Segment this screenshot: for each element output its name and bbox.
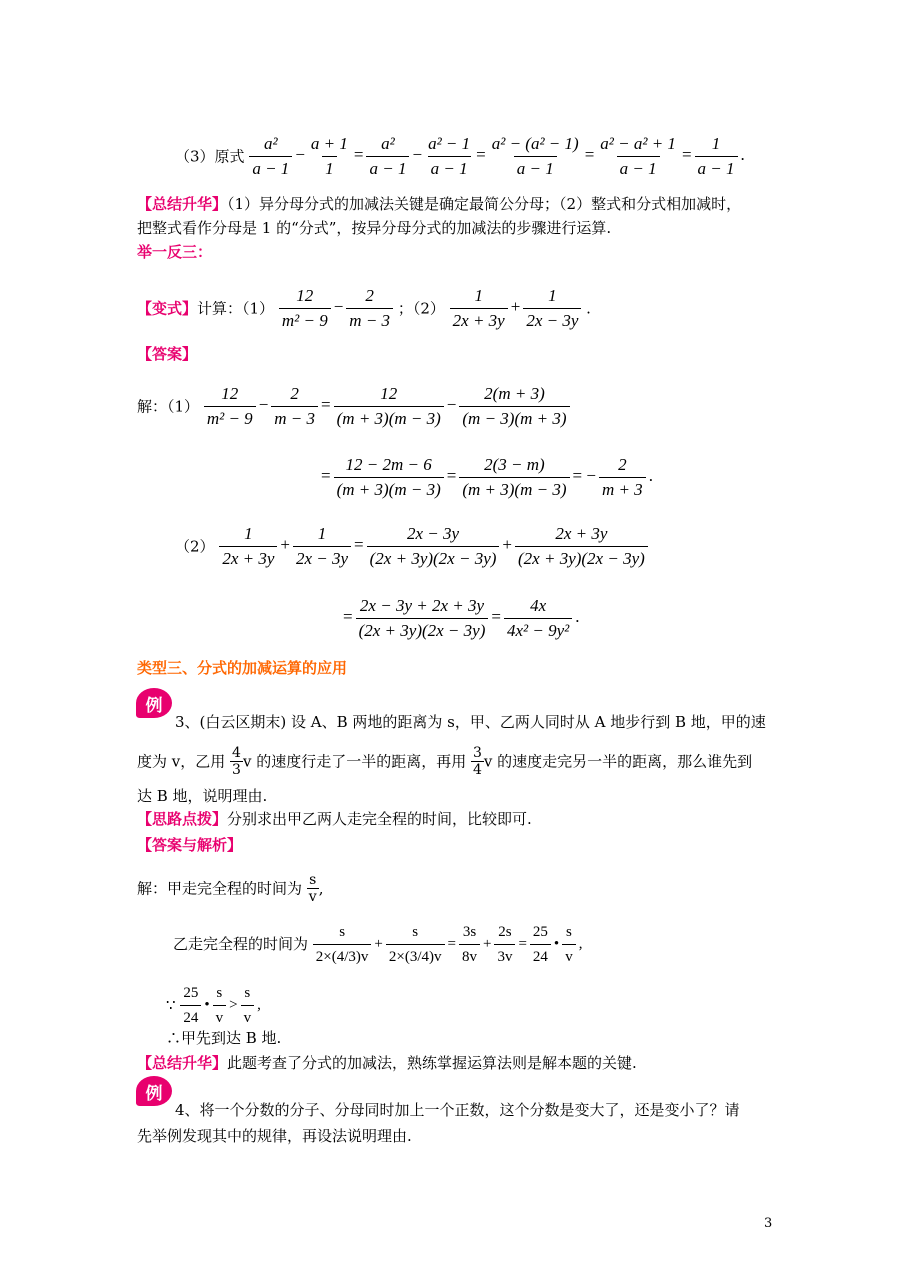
summary2-text: 此题考查了分式的加减法，熟练掌握运算法则是解本题的关键. — [227, 1054, 637, 1072]
math-fraction — [489, 134, 582, 179]
solve-comma: , — [318, 879, 324, 898]
solve-jia: 解：甲走完全程的时间为 — [137, 879, 303, 898]
fraction-numerator: 1 — [711, 134, 721, 153]
math-operator: . — [648, 466, 653, 486]
math-operator: − — [333, 297, 344, 317]
page-number: 3 — [764, 1216, 773, 1231]
solution1-expr1 — [204, 384, 570, 428]
math-operator: = — [447, 935, 456, 952]
math-fraction — [356, 596, 489, 641]
fraction-denominator: (m + 3)(m − 3) — [459, 477, 569, 500]
summary2-line — [137, 1053, 637, 1073]
fraction-numerator: 25 — [183, 985, 199, 1001]
fraction-numerator: a² — [381, 134, 395, 153]
example4-line1: 4、将一个分数的分子、分母同时加上一个正数，这个分数是变大了，还是变小了？请 — [175, 1101, 740, 1119]
math-fraction — [293, 524, 351, 569]
hint-text: 分别求出甲乙两人走完全程的时间，比较即可. — [227, 810, 532, 828]
fraction-numerator: a² − 1 — [428, 134, 471, 153]
fraction-denominator: (m + 3)(m − 3) — [334, 477, 444, 500]
jia-time-fraction: $\frac{s}{v}$ — [308, 872, 317, 905]
math-fraction — [523, 286, 581, 331]
solution1-row1 — [137, 384, 570, 429]
fraction-numerator: a + 1 — [310, 134, 348, 153]
fraction-numerator: 12 — [380, 384, 398, 403]
answer-tag: 【答案】 — [137, 345, 198, 363]
solution2-prefix: （2） — [175, 537, 215, 556]
math-fraction — [597, 134, 679, 179]
math-fraction — [204, 384, 256, 429]
fraction-numerator: 2x + 3y — [555, 524, 608, 543]
variant-q1 — [279, 286, 393, 330]
math-fraction — [366, 134, 409, 179]
speed-fraction-four-thirds: $\frac{4}{3}$ — [232, 745, 241, 778]
math-operator: , — [257, 996, 261, 1013]
solve-yi-line — [173, 922, 585, 967]
fraction-denominator: (2x + 3y)(2x − 3y) — [367, 546, 500, 569]
fraction-numerator: 3s — [462, 924, 477, 940]
fraction-denominator: v — [213, 1005, 227, 1028]
math-fraction — [279, 286, 331, 331]
math-fraction — [562, 922, 576, 967]
example3-line2 — [137, 745, 752, 778]
example-badge-icon: 例 — [136, 688, 172, 718]
fraction-denominator: 3v — [494, 944, 515, 967]
fraction-denominator: v — [241, 1005, 255, 1028]
fraction-numerator: 2x − 3y + 2x + 3y — [359, 596, 485, 615]
math-fraction — [241, 983, 255, 1028]
math-fraction — [213, 983, 227, 1028]
fraction-numerator: 2 — [290, 384, 299, 403]
math-operator: , — [578, 935, 583, 952]
part3-expression — [249, 134, 747, 178]
because-symbol: ∵ — [166, 995, 176, 1014]
fraction-numerator: 12 — [296, 286, 314, 305]
fraction-denominator: m + 3 — [599, 477, 646, 500]
fraction-denominator: v — [562, 944, 576, 967]
variant-text: 计算：（1） — [197, 299, 275, 318]
math-fraction — [459, 384, 569, 429]
fraction-denominator: m² − 9 — [204, 406, 256, 429]
math-operator: − — [446, 395, 457, 415]
fraction-denominator: (2x + 3y)(2x − 3y) — [356, 618, 489, 641]
hint-tag: 【思路点拨】 — [137, 810, 228, 828]
math-operator: = — [491, 607, 501, 627]
fraction-numerator: a² — [264, 134, 278, 153]
fraction-numerator: s — [566, 924, 572, 940]
math-operator: + — [482, 935, 492, 952]
math-operator: = — [321, 466, 331, 486]
math-fraction — [386, 922, 445, 967]
math-operator: = — [681, 145, 692, 165]
part3-line — [175, 134, 748, 179]
fraction-numerator: 2 — [618, 455, 627, 474]
fraction-denominator: m − 3 — [271, 406, 318, 429]
example4-line2: 先举例发现其中的规律，再设法说明理由. — [137, 1127, 412, 1145]
math-operator: − — [258, 395, 269, 415]
fraction-denominator: 8v — [459, 944, 480, 967]
fraction-numerator: a² − (a² − 1) — [491, 134, 579, 153]
summary1-line1 — [137, 194, 741, 214]
fraction-denominator: 24 — [530, 944, 551, 967]
solution2-row2 — [340, 596, 582, 641]
math-fraction — [334, 455, 444, 500]
fraction-numerator: s — [244, 985, 251, 1001]
math-fraction — [180, 983, 201, 1028]
hint-line — [137, 809, 532, 829]
fraction-denominator: 1 — [322, 156, 337, 179]
variant-line — [137, 286, 591, 331]
solution2-expr1 — [219, 524, 647, 568]
example3-line3: 达 B 地，说明理由. — [137, 787, 268, 805]
solve-because-expr — [180, 985, 263, 1026]
fraction-numerator: 12 − 2m − 6 — [345, 455, 432, 474]
summary2-tag: 【总结升华】 — [137, 1054, 228, 1072]
solve-therefore: ∴甲先到达 B 地. — [166, 1029, 282, 1047]
fraction-denominator: 2×(4/3)v — [313, 944, 372, 967]
solution2-expr2 — [340, 596, 582, 640]
example3-line2b: v 的速度行走了一半的距离，再用 — [242, 752, 467, 771]
math-fraction — [219, 524, 277, 569]
math-fraction — [346, 286, 393, 331]
math-operator: = — [321, 395, 331, 415]
example3-line1: 3、(白云区期末) 设 A、B 两地的距离为 s，甲、乙两人同时从 A 地步行到 B 地，甲的速 — [175, 713, 766, 731]
math-fraction — [504, 596, 572, 641]
practice-heading: 举一反三： — [137, 243, 213, 261]
fraction-numerator: 2(m + 3) — [484, 384, 545, 403]
variant-tag: 【变式】 — [137, 299, 198, 318]
math-operator: > — [229, 996, 238, 1013]
math-fraction — [334, 384, 444, 429]
math-operator: + — [280, 535, 290, 555]
fraction-denominator: 2×(3/4)v — [386, 944, 445, 967]
fraction-denominator: 2x − 3y — [293, 546, 351, 569]
fraction-denominator: (2x + 3y)(2x − 3y) — [515, 546, 648, 569]
math-fraction — [599, 455, 646, 500]
fraction-denominator: a − 1 — [366, 156, 409, 179]
math-operator: − — [295, 145, 305, 165]
fraction-numerator: 1 — [244, 524, 253, 543]
variant-q2 — [450, 286, 582, 330]
example3-line2a: 度为 v，乙用 — [137, 752, 226, 771]
variant-end: . — [586, 299, 591, 318]
math-operator: = — [584, 145, 595, 165]
math-operator: • — [553, 935, 560, 952]
fraction-denominator: (m + 3)(m − 3) — [334, 406, 444, 429]
fraction-numerator: 1 — [548, 286, 557, 305]
fraction-denominator: 24 — [180, 1005, 201, 1028]
math-operator: • — [204, 996, 210, 1013]
fraction-numerator: 2 — [365, 286, 374, 305]
fraction-denominator: a − 1 — [514, 156, 557, 179]
fraction-numerator: s — [412, 924, 419, 940]
fraction-numerator: 2(3 − m) — [484, 455, 545, 474]
solution1-prefix: 解：（1） — [137, 397, 200, 416]
summary1-line2: 把整式看作分母是 1 的“分式”，按异分母分式的加减法的步骤进行运算. — [137, 219, 612, 237]
fraction-numerator: 25 — [532, 924, 548, 940]
math-fraction — [459, 922, 480, 967]
fraction-denominator: 2x + 3y — [450, 308, 508, 331]
answer-analysis-tag: 【答案与解析】 — [137, 836, 243, 854]
solve-yi: 乙走完全程的时间为 — [173, 934, 309, 953]
fraction-denominator: 4x² − 9y² — [504, 618, 572, 641]
fraction-denominator: a − 1 — [249, 156, 292, 179]
math-operator: + — [510, 297, 521, 317]
math-operator: = — [343, 607, 353, 627]
fraction-numerator: 1 — [474, 286, 483, 305]
math-fraction — [450, 286, 508, 331]
fraction-numerator: 12 — [221, 384, 239, 403]
fraction-denominator: (m − 3)(m + 3) — [459, 406, 569, 429]
math-fraction — [425, 134, 473, 179]
math-fraction — [695, 134, 738, 179]
fraction-denominator: m² − 9 — [279, 308, 331, 331]
fraction-denominator: a − 1 — [617, 156, 660, 179]
math-operator: = − — [572, 466, 596, 486]
math-operator: − — [412, 145, 423, 165]
fraction-denominator: m − 3 — [346, 308, 393, 331]
fraction-denominator: 2x + 3y — [219, 546, 277, 569]
math-fraction — [313, 922, 372, 967]
solution1-row2 — [318, 455, 656, 500]
math-fraction — [530, 922, 551, 967]
math-operator: = — [446, 466, 457, 486]
solve-jia-line — [137, 872, 324, 905]
part3-label: （3）原式 — [175, 147, 245, 166]
solve-because-line — [166, 983, 264, 1028]
math-fraction — [367, 524, 500, 569]
math-fraction — [271, 384, 318, 429]
fraction-numerator: 1 — [317, 524, 327, 543]
example3-line2c: v 的速度走完另一半的距离，那么谁先到 — [483, 752, 753, 771]
example4-badge-icon: 例 — [136, 1076, 172, 1106]
speed-fraction-three-quarters: $\frac{3}{4}$ — [472, 745, 482, 778]
fraction-numerator: a² − a² + 1 — [600, 134, 676, 153]
math-operator: + — [374, 935, 383, 952]
math-operator: + — [502, 535, 513, 555]
solution2-row1 — [175, 524, 648, 569]
summary1-text1: （1）异分母分式的加减法关键是确定最简公分母；（2）整式和分式相加减时， — [227, 195, 742, 213]
math-operator: = — [476, 145, 486, 165]
math-operator: . — [575, 607, 580, 627]
variant-sep: ；（2） — [397, 299, 445, 318]
fraction-denominator: a − 1 — [428, 156, 471, 179]
fraction-numerator: 2s — [498, 924, 512, 940]
fraction-numerator: 2x − 3y — [407, 524, 460, 543]
solution1-expr2 — [318, 455, 656, 499]
math-fraction — [249, 134, 292, 179]
fraction-numerator: s — [339, 924, 346, 940]
fraction-numerator: 4x — [530, 596, 547, 615]
math-fraction — [459, 455, 569, 500]
fraction-numerator: s — [216, 985, 223, 1001]
math-operator: . — [740, 145, 745, 165]
type3-heading: 类型三、分式的加减运算的应用 — [137, 659, 348, 677]
fraction-denominator: 2x − 3y — [523, 308, 581, 331]
math-operator: = — [518, 935, 527, 952]
math-operator: = — [353, 145, 364, 165]
fraction-denominator: a − 1 — [695, 156, 738, 179]
math-fraction — [515, 524, 648, 569]
math-fraction — [494, 922, 515, 967]
summary1-tag: 【总结升华】 — [137, 195, 228, 213]
math-operator: = — [354, 535, 364, 555]
math-fraction — [308, 134, 351, 179]
